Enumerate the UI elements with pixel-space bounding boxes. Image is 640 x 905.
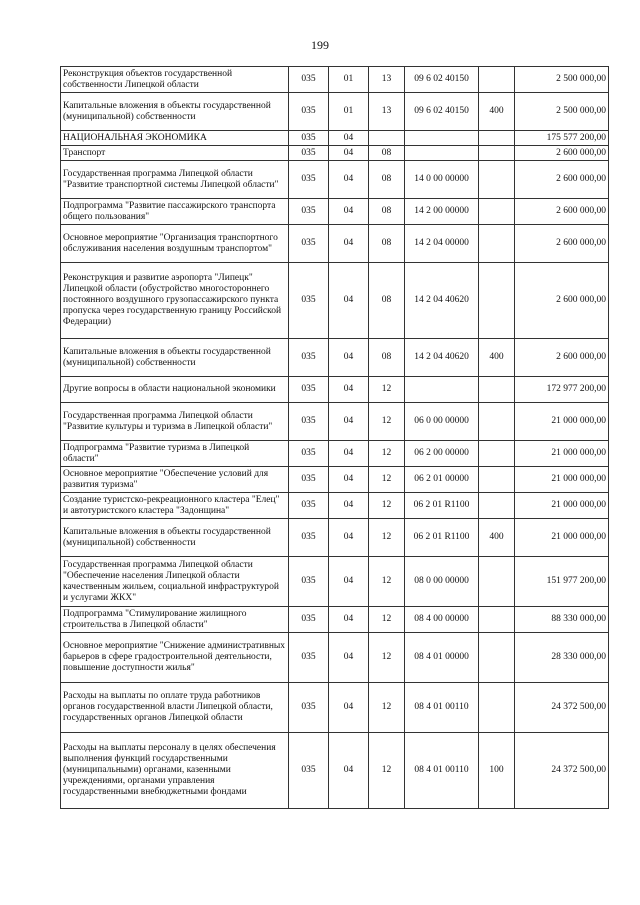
subsection-code-cell: 13 — [369, 67, 405, 93]
section-code-cell: 04 — [329, 199, 369, 225]
target-item-code-cell: 09 6 02 40150 — [405, 93, 479, 131]
amount-cell: 2 600 000,00 — [515, 146, 609, 161]
amount-cell: 21 000 000,00 — [515, 403, 609, 441]
target-item-code-cell: 06 2 00 00000 — [405, 441, 479, 467]
amount-cell: 28 330 000,00 — [515, 633, 609, 683]
expense-type-code-cell — [479, 441, 515, 467]
ministry-code-cell: 035 — [289, 557, 329, 607]
section-code-cell: 04 — [329, 733, 369, 809]
amount-cell: 172 977 200,00 — [515, 377, 609, 403]
expense-type-code-cell — [479, 493, 515, 519]
subsection-code-cell: 12 — [369, 377, 405, 403]
target-item-code-cell: 06 2 01 R1100 — [405, 493, 479, 519]
amount-cell: 21 000 000,00 — [515, 493, 609, 519]
page-number: 199 — [311, 38, 329, 52]
section-code-cell: 01 — [329, 67, 369, 93]
table-row — [61, 557, 609, 607]
row-name-cell: Основное мероприятие "Снижение административных барьеров в сфере градостроительной деятельности, повышение доступности жилья" — [61, 633, 289, 683]
row-name-cell: Реконструкция и развитие аэропорта "Липецк" Липецкой области (обустройство многостороннего постоянного воздушного грузопассажирского пункта пропуска через государственную границу Российской Федерации) — [61, 263, 289, 339]
table-row — [61, 467, 609, 493]
row-name-cell: Реконструкция объектов государственной собственности Липецкой области — [61, 67, 289, 93]
row-name-cell: Государственная программа Липецкой области "Обеспечение населения Липецкой области качественным жильем, социальной инфраструктурой и услугами ЖКХ" — [61, 557, 289, 607]
row-name-cell: Транспорт — [61, 146, 289, 161]
subsection-code-cell: 12 — [369, 733, 405, 809]
expense-type-code-cell: 400 — [479, 93, 515, 131]
subsection-code-cell: 08 — [369, 146, 405, 161]
subsection-code-cell: 12 — [369, 403, 405, 441]
amount-cell: 2 600 000,00 — [515, 161, 609, 199]
target-item-code-cell: 06 0 00 00000 — [405, 403, 479, 441]
table-row — [61, 403, 609, 441]
expense-type-code-cell — [479, 403, 515, 441]
ministry-code-cell: 035 — [289, 493, 329, 519]
row-name-cell: Создание туристско-рекреационного кластера "Елец" и автотуристского кластера "Задонщина" — [61, 493, 289, 519]
amount-cell: 175 577 200,00 — [515, 131, 609, 146]
row-name-cell: Капитальные вложения в объекты государственной (муниципальной) собственности — [61, 93, 289, 131]
subsection-code-cell: 12 — [369, 441, 405, 467]
table-row — [61, 199, 609, 225]
table-row — [61, 93, 609, 131]
amount-cell: 151 977 200,00 — [515, 557, 609, 607]
ministry-code-cell: 035 — [289, 519, 329, 557]
target-item-code-cell: 14 2 00 00000 — [405, 199, 479, 225]
target-item-code-cell: 08 4 00 00000 — [405, 607, 479, 633]
expense-type-code-cell: 100 — [479, 733, 515, 809]
ministry-code-cell: 035 — [289, 199, 329, 225]
table-row — [61, 339, 609, 377]
target-item-code-cell: 14 0 00 00000 — [405, 161, 479, 199]
table-row — [61, 131, 609, 146]
ministry-code-cell: 035 — [289, 607, 329, 633]
amount-cell: 21 000 000,00 — [515, 519, 609, 557]
section-code-cell: 04 — [329, 131, 369, 146]
target-item-code-cell — [405, 377, 479, 403]
ministry-code-cell: 035 — [289, 377, 329, 403]
ministry-code-cell: 035 — [289, 403, 329, 441]
amount-cell: 2 600 000,00 — [515, 199, 609, 225]
row-name-cell: Государственная программа Липецкой области "Развитие транспортной системы Липецкой области" — [61, 161, 289, 199]
ministry-code-cell: 035 — [289, 733, 329, 809]
table-row — [61, 733, 609, 809]
ministry-code-cell: 035 — [289, 339, 329, 377]
row-name-cell: Подпрограмма "Развитие пассажирского транспорта общего пользования" — [61, 199, 289, 225]
table-row — [61, 161, 609, 199]
row-name-cell: Подпрограмма "Развитие туризма в Липецкой области" — [61, 441, 289, 467]
expense-type-code-cell — [479, 683, 515, 733]
table-row — [61, 441, 609, 467]
section-code-cell: 04 — [329, 441, 369, 467]
amount-cell: 2 600 000,00 — [515, 225, 609, 263]
row-name-cell: Капитальные вложения в объекты государственной (муниципальной) собственности — [61, 339, 289, 377]
expense-type-code-cell — [479, 607, 515, 633]
ministry-code-cell: 035 — [289, 467, 329, 493]
expense-type-code-cell — [479, 633, 515, 683]
subsection-code-cell: 12 — [369, 633, 405, 683]
table-row — [61, 67, 609, 93]
table-row — [61, 263, 609, 339]
amount-cell: 2 600 000,00 — [515, 263, 609, 339]
row-name-cell: НАЦИОНАЛЬНАЯ ЭКОНОМИКА — [61, 131, 289, 146]
target-item-code-cell: 06 2 01 00000 — [405, 467, 479, 493]
target-item-code-cell: 08 4 01 00110 — [405, 733, 479, 809]
subsection-code-cell: 08 — [369, 263, 405, 339]
subsection-code-cell: 12 — [369, 519, 405, 557]
section-code-cell: 04 — [329, 607, 369, 633]
amount-cell: 24 372 500,00 — [515, 733, 609, 809]
table-row — [61, 493, 609, 519]
target-item-code-cell: 08 4 01 00110 — [405, 683, 479, 733]
target-item-code-cell: 14 2 04 40620 — [405, 263, 479, 339]
ministry-code-cell: 035 — [289, 633, 329, 683]
row-name-cell: Расходы на выплаты по оплате труда работников органов государственной власти Липецкой области, государственных органов Липецкой области — [61, 683, 289, 733]
subsection-code-cell: 12 — [369, 493, 405, 519]
target-item-code-cell: 06 2 01 R1100 — [405, 519, 479, 557]
target-item-code-cell: 09 6 02 40150 — [405, 67, 479, 93]
subsection-code-cell: 12 — [369, 467, 405, 493]
ministry-code-cell: 035 — [289, 683, 329, 733]
section-code-cell: 01 — [329, 93, 369, 131]
table-row — [61, 225, 609, 263]
subsection-code-cell: 08 — [369, 161, 405, 199]
ministry-code-cell: 035 — [289, 93, 329, 131]
budget-table — [60, 66, 609, 809]
section-code-cell: 04 — [329, 633, 369, 683]
amount-cell: 2 600 000,00 — [515, 339, 609, 377]
expense-type-code-cell — [479, 161, 515, 199]
subsection-code-cell: 08 — [369, 339, 405, 377]
amount-cell: 2 500 000,00 — [515, 67, 609, 93]
row-name-cell: Капитальные вложения в объекты государственной (муниципальной) собственности — [61, 519, 289, 557]
target-item-code-cell: 08 4 01 00000 — [405, 633, 479, 683]
amount-cell: 21 000 000,00 — [515, 467, 609, 493]
ministry-code-cell: 035 — [289, 161, 329, 199]
ministry-code-cell: 035 — [289, 441, 329, 467]
target-item-code-cell — [405, 146, 479, 161]
table-row — [61, 519, 609, 557]
expense-type-code-cell: 400 — [479, 339, 515, 377]
section-code-cell: 04 — [329, 339, 369, 377]
amount-cell: 88 330 000,00 — [515, 607, 609, 633]
expense-type-code-cell — [479, 467, 515, 493]
subsection-code-cell: 13 — [369, 93, 405, 131]
section-code-cell: 04 — [329, 225, 369, 263]
section-code-cell: 04 — [329, 557, 369, 607]
table-row — [61, 146, 609, 161]
target-item-code-cell: 14 2 04 40620 — [405, 339, 479, 377]
amount-cell: 24 372 500,00 — [515, 683, 609, 733]
subsection-code-cell: 08 — [369, 199, 405, 225]
target-item-code-cell: 14 2 04 00000 — [405, 225, 479, 263]
section-code-cell: 04 — [329, 493, 369, 519]
target-item-code-cell — [405, 131, 479, 146]
section-code-cell: 04 — [329, 146, 369, 161]
section-code-cell: 04 — [329, 683, 369, 733]
table-row — [61, 633, 609, 683]
section-code-cell: 04 — [329, 403, 369, 441]
subsection-code-cell: 12 — [369, 557, 405, 607]
expense-type-code-cell: 400 — [479, 519, 515, 557]
ministry-code-cell: 035 — [289, 225, 329, 263]
ministry-code-cell: 035 — [289, 263, 329, 339]
expense-type-code-cell — [479, 146, 515, 161]
amount-cell: 21 000 000,00 — [515, 441, 609, 467]
subsection-code-cell — [369, 131, 405, 146]
table-row — [61, 683, 609, 733]
amount-cell: 2 500 000,00 — [515, 93, 609, 131]
row-name-cell: Основное мероприятие "Обеспечение условий для развития туризма" — [61, 467, 289, 493]
row-name-cell: Государственная программа Липецкой области "Развитие культуры и туризма в Липецкой области" — [61, 403, 289, 441]
target-item-code-cell: 08 0 00 00000 — [405, 557, 479, 607]
expense-type-code-cell — [479, 263, 515, 339]
expense-type-code-cell — [479, 225, 515, 263]
ministry-code-cell: 035 — [289, 131, 329, 146]
expense-type-code-cell — [479, 377, 515, 403]
row-name-cell: Расходы на выплаты персоналу в целях обеспечения выполнения функций государственными (муниципальными) органами, казенными учреждениями, органами управления государственными внебюджетными фондами — [61, 733, 289, 809]
expense-type-code-cell — [479, 67, 515, 93]
expense-type-code-cell — [479, 199, 515, 225]
section-code-cell: 04 — [329, 519, 369, 557]
section-code-cell: 04 — [329, 161, 369, 199]
section-code-cell: 04 — [329, 467, 369, 493]
expense-type-code-cell — [479, 557, 515, 607]
subsection-code-cell: 12 — [369, 607, 405, 633]
subsection-code-cell: 08 — [369, 225, 405, 263]
row-name-cell: Другие вопросы в области национальной экономики — [61, 377, 289, 403]
section-code-cell: 04 — [329, 377, 369, 403]
row-name-cell: Основное мероприятие "Организация транспортного обслуживания населения воздушным транспортом" — [61, 225, 289, 263]
ministry-code-cell: 035 — [289, 67, 329, 93]
row-name-cell: Подпрограмма "Стимулирование жилищного строительства в Липецкой области" — [61, 607, 289, 633]
expense-type-code-cell — [479, 131, 515, 146]
subsection-code-cell: 12 — [369, 683, 405, 733]
section-code-cell: 04 — [329, 263, 369, 339]
ministry-code-cell: 035 — [289, 146, 329, 161]
table-row — [61, 377, 609, 403]
table-row — [61, 607, 609, 633]
